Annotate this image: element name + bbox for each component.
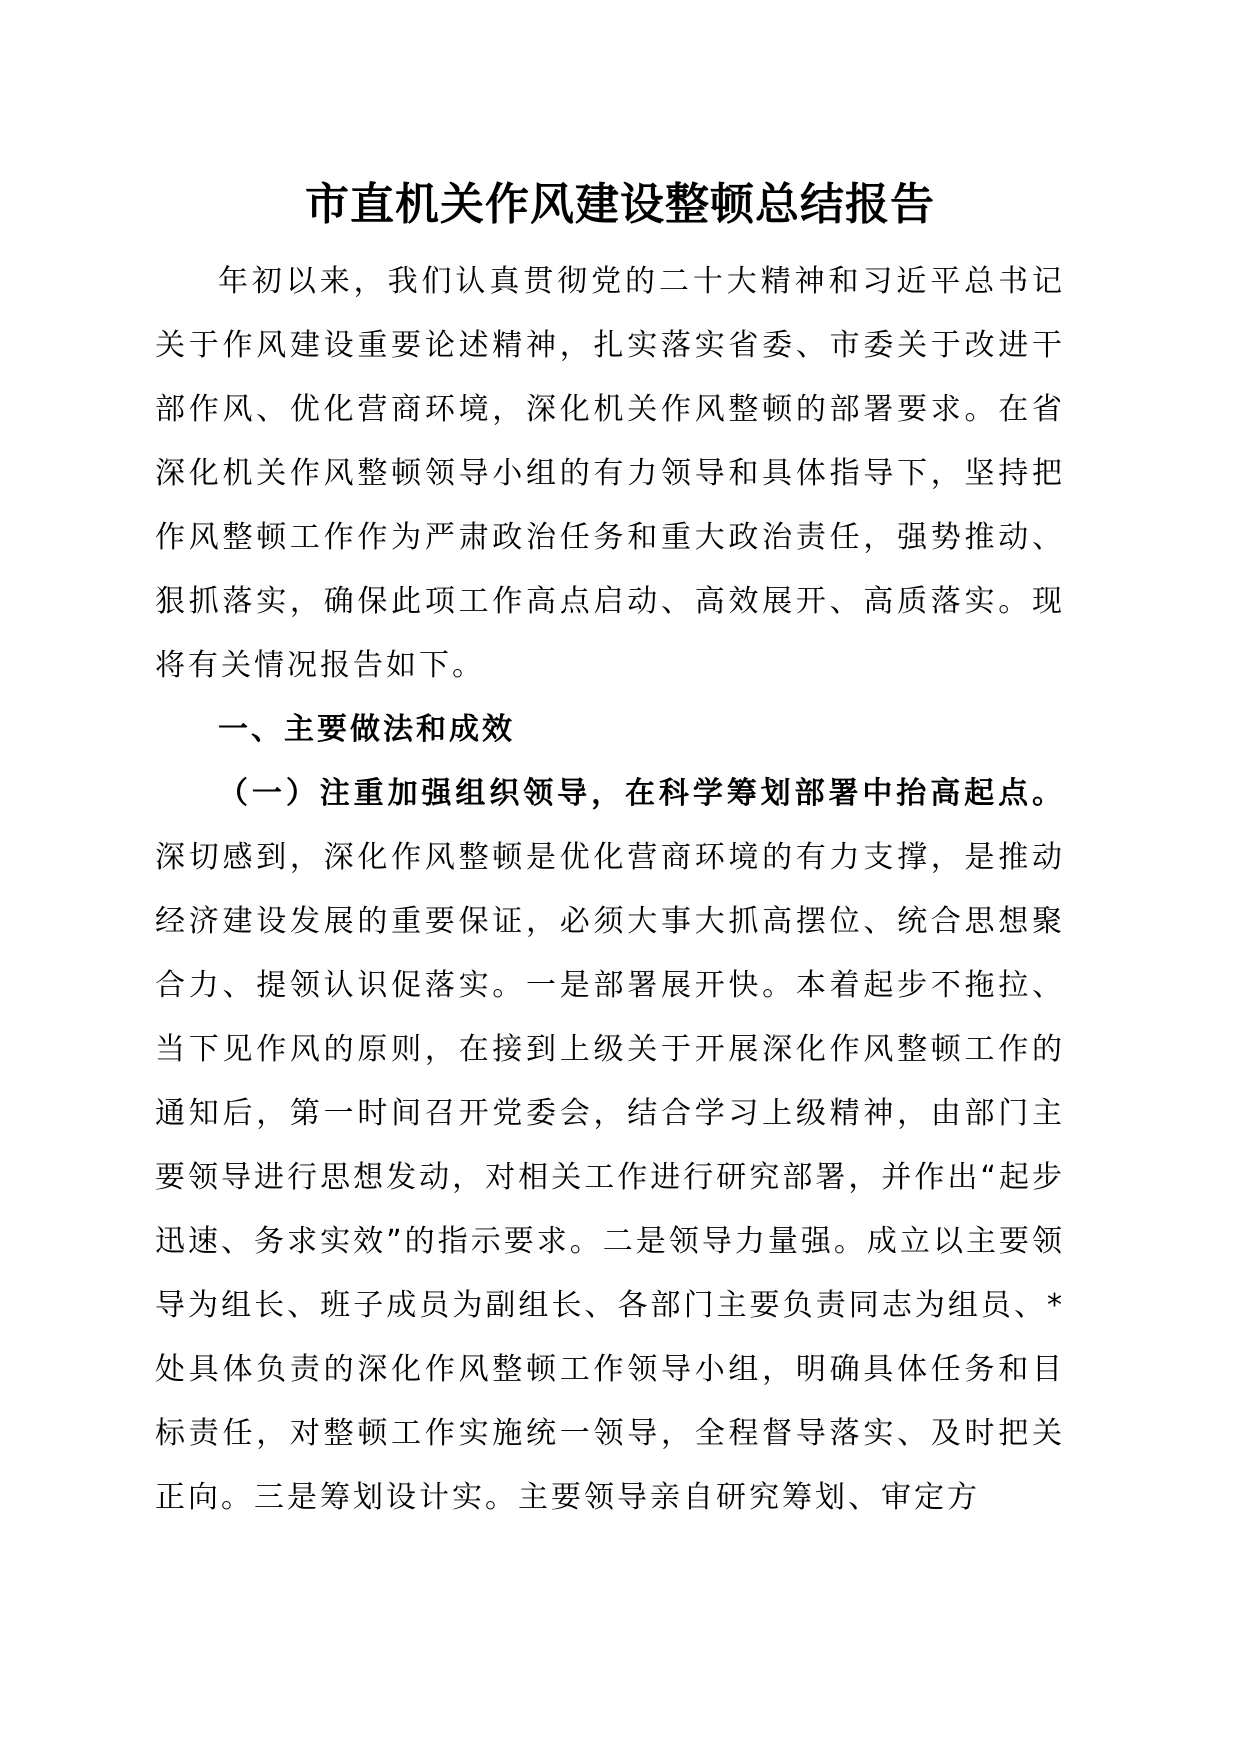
section-heading: 一、主要做法和成效: [218, 712, 515, 747]
subsection-body: 深切感到，深化作风整顿是优化营商环境的有力支撑，是推动经济建设发展的重要保证，必须大事大抓高摆位、统合思想聚合力、提领认识促落实。一是部署展开快。本着起步不拖拉、当下见作风的原则，在接到上级关于开展深化作风整顿工作的通知后，第一时间召开党委会，结合学习上级精神，由部门主要领导进行思想发动，对相关工作进行研究部署，并作出“起步迅速、务求实效”的指示要求。二是领导力量强。成立以主要领导为组长、班子成员为副组长、各部门主要负责同志为组员、*处具体负责的深化作风整顿工作领导小组，明确具体任务和目标责任，对整顿工作实施统一领导，全程督导落实、及时把关正向。三是筹划设计实。主要领导亲自研究筹划、审定方: [155, 840, 1065, 1515]
document-title: 市直机关作风建设整顿总结报告: [305, 179, 935, 230]
subsection-heading: （一）注重加强组织领导，在科学筹划部署中抬高起点。: [218, 776, 1065, 811]
document-body: [155, 250, 1065, 1530]
subsection-paragraph: [155, 762, 1065, 1530]
intro-paragraph: 年初以来，我们认真贯彻党的二十大精神和习近平总书记关于作风建设重要论述精神，扎实落实省委、市委关于改进干部作风、优化营商环境，深化机关作风整顿的部署要求。在省深化机关作风整顿领导小组的有力领导和具体指导下，坚持把作风整顿工作作为严肃政治任务和重大政治责任，强势推动、狠抓落实，确保此项工作高点启动、高效展开、高质落实。现将有关情况报告如下。: [155, 264, 1065, 683]
